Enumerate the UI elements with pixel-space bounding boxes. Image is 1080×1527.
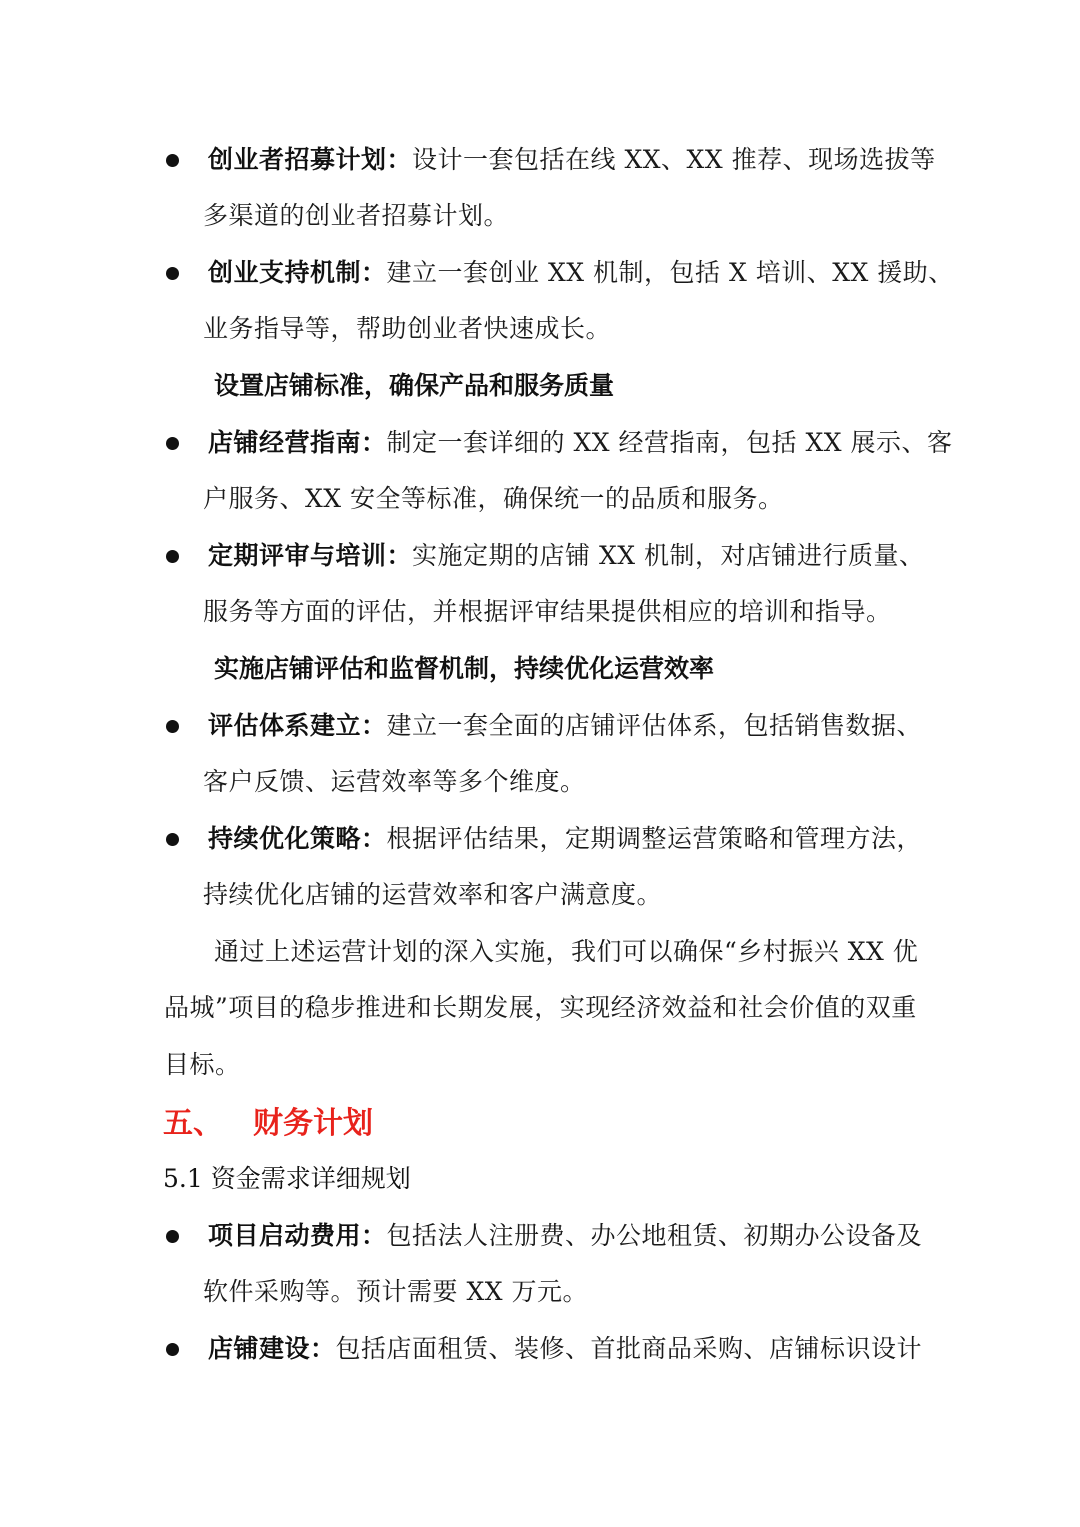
list-item	[208, 140, 936, 180]
item-term: 定期评审与培训：	[208, 541, 413, 570]
item-text: 实施定期的店铺 XX 机制，对店铺进行质量、	[412, 541, 925, 570]
subheading: 设置店铺标准，确保产品和服务质量	[214, 371, 615, 400]
subheading: 实施店铺评估和监督机制，持续优化运营效率	[214, 654, 715, 683]
list-item	[208, 1216, 922, 1256]
item-text: 根据评估结果，定期调整运营策略和管理方法，	[386, 824, 923, 853]
item-text: 制定一套详细的 XX 经营指南，包括 XX 展示、客	[386, 428, 953, 457]
paragraph-line: 通过上述运营计划的深入实施，我们可以确保“乡村振兴 XX 优	[214, 937, 919, 966]
section-title	[163, 1102, 373, 1146]
item-text: 包括法人注册费、办公地租赁、初期办公设备及	[386, 1221, 923, 1250]
item-term: 创业支持机制：	[208, 258, 387, 287]
item-text-continued: 户服务、XX 安全等标准，确保统一的品质和服务。	[203, 484, 784, 513]
bullet-icon	[166, 437, 179, 450]
list-item	[208, 819, 922, 859]
paragraph-line: 目标。	[164, 1050, 241, 1079]
bullet-icon	[166, 154, 179, 167]
item-term: 评估体系建立：	[208, 711, 387, 740]
item-text-continued: 多渠道的创业者招募计划。	[203, 201, 510, 230]
item-text: 设计一套包括在线 XX、XX 推荐、现场选拔等	[412, 145, 936, 174]
list-item	[208, 536, 925, 576]
bullet-icon	[166, 1230, 179, 1243]
item-term: 持续优化策略：	[208, 824, 387, 853]
item-text: 建立一套全面的店铺评估体系，包括销售数据、	[386, 711, 923, 740]
item-text: 包括店面租赁、装修、首批商品采购、店铺标识设计	[335, 1334, 923, 1363]
paragraph-line: 品城”项目的稳步推进和长期发展，实现经济效益和社会价值的双重	[164, 993, 917, 1022]
subsection-title: 5.1 资金需求详细规划	[163, 1164, 411, 1193]
bullet-icon	[166, 833, 179, 846]
bullet-icon	[166, 267, 179, 280]
bullet-icon	[166, 550, 179, 563]
list-item	[208, 423, 953, 463]
item-term: 创业者招募计划：	[208, 145, 413, 174]
section-number: 五、	[163, 1106, 223, 1141]
item-text-continued: 业务指导等，帮助创业者快速成长。	[203, 314, 612, 343]
item-text-continued: 持续优化店铺的运营效率和客户满意度。	[203, 880, 663, 909]
item-text-continued: 服务等方面的评估，并根据评审结果提供相应的培训和指导。	[203, 597, 892, 626]
item-term: 店铺经营指南：	[208, 428, 387, 457]
item-term: 项目启动费用：	[208, 1221, 387, 1250]
bullet-icon	[166, 720, 179, 733]
bullet-icon	[166, 1343, 179, 1356]
section-title-text: 财务计划	[253, 1106, 373, 1141]
item-text: 建立一套创业 XX 机制，包括 X 培训、XX 援助、	[386, 258, 954, 287]
item-text-continued: 软件采购等。预计需要 XX 万元。	[203, 1277, 588, 1306]
list-item	[208, 253, 954, 293]
item-term: 店铺建设：	[208, 1334, 336, 1363]
list-item	[208, 1329, 922, 1369]
item-text-continued: 客户反馈、运营效率等多个维度。	[203, 767, 586, 796]
list-item	[208, 706, 922, 746]
